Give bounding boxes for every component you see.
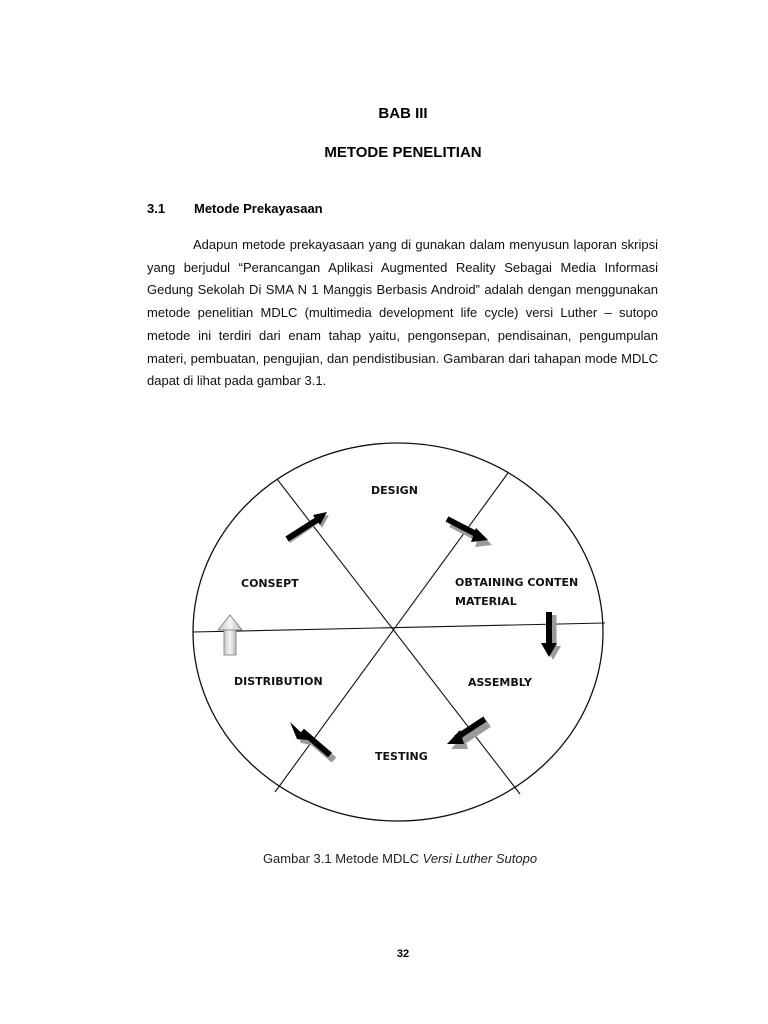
stage-label-concept: CONSEPT — [241, 577, 299, 590]
stage-label-design: DESIGN — [371, 484, 418, 497]
paragraph-text: Adapun metode prekayasaan yang di gunakan dalam menyusun laporan skripsi yang berjudul “Perancangan Aplikasi Augmented Reality Sebagai Media Informasi Gedung Sekolah Di SMA N 1 Manggis Berbasis Android” adalah dengan menggunakan metode penelitian MDLC (multimedia development life cycle) versi Luther – sutopo metode ini terdiri dari enam tahap yaitu, pengonsepan, pendisainan, pengumpulan materi, pembuatan, pengujian, dan pendistibusian. Gambaran dari tahapan mode MDLC dapat di lihat pada gambar 3.1. — [147, 237, 658, 389]
section-number: 3.1 — [147, 201, 166, 216]
stage-label-assembly: ASSEMBLY — [468, 676, 532, 689]
page-number: 32 — [396, 948, 410, 960]
arrow-distribution-to-concept — [218, 615, 242, 656]
arrow-testing-to-distribution — [290, 722, 334, 760]
chapter-number: BAB III — [378, 105, 428, 122]
caption-text: Gambar 3.1 Metode MDLC — [262, 851, 423, 866]
divider-line — [193, 623, 605, 632]
figure-caption — [0, 851, 768, 866]
caption-italic: Versi Luther Sutopo — [422, 851, 538, 866]
stage-label-obtaining-line2: MATERIAL — [455, 595, 517, 608]
cycle-circle — [193, 443, 603, 821]
arrow-obtaining-to-assembly — [541, 612, 561, 660]
mdlc-cycle-svg — [190, 440, 610, 845]
body-paragraph — [147, 234, 658, 393]
arrow-design-to-obtaining — [447, 519, 492, 547]
stage-label-testing: TESTING — [375, 750, 428, 763]
mdlc-diagram — [190, 440, 610, 845]
chapter-title: METODE PENELITIAN — [324, 144, 482, 161]
stage-label-distribution: DISTRIBUTION — [234, 675, 323, 688]
arrow-assembly-to-testing — [447, 719, 489, 749]
stage-label-obtaining-line1: OBTAINING CONTEN — [455, 576, 579, 589]
section-title: Metode Prekayasaan — [194, 201, 323, 216]
